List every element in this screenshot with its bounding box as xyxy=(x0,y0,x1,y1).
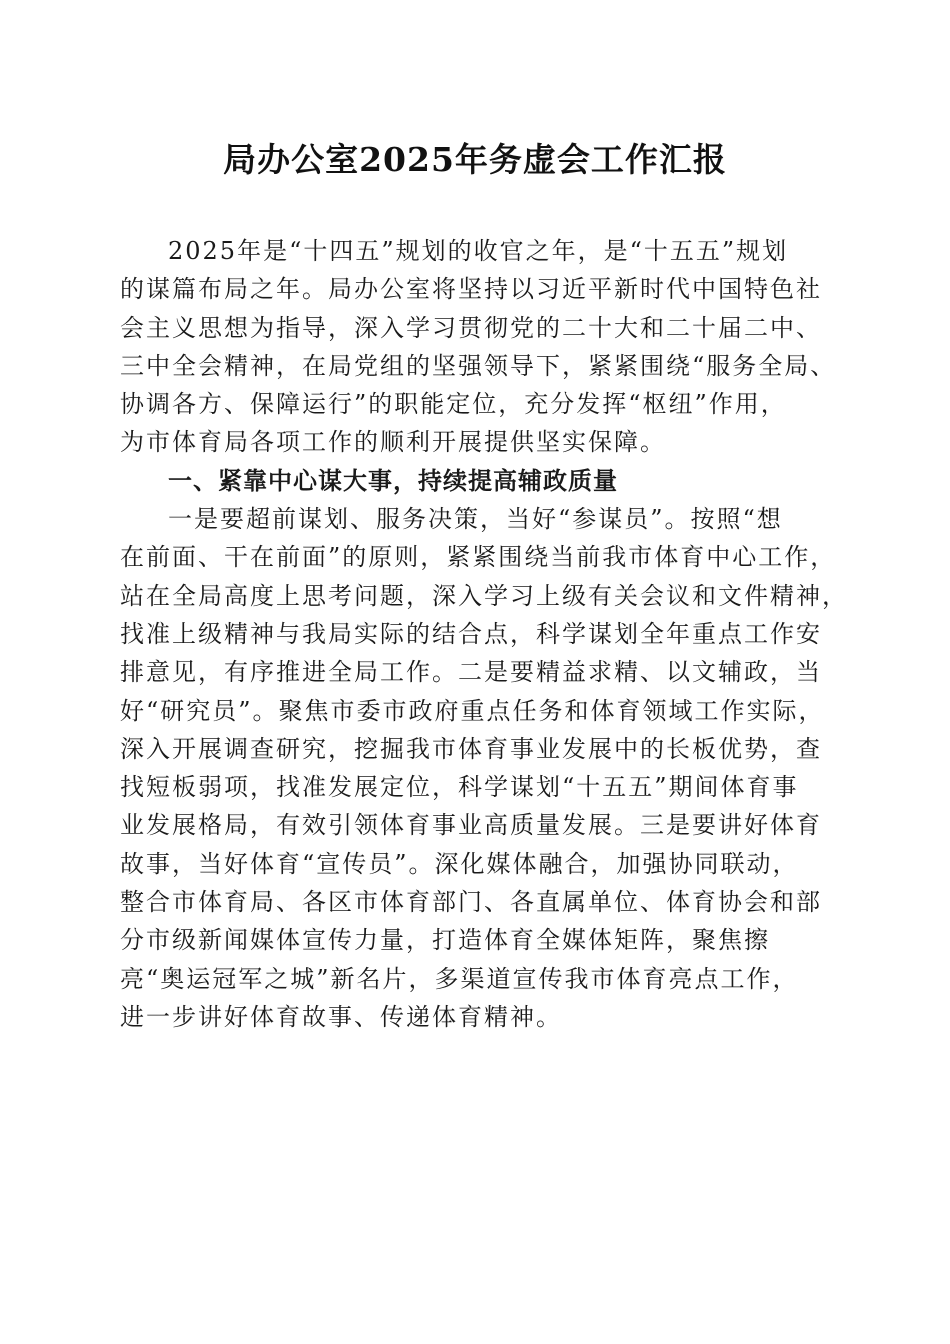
text-line: 站在全局高度上思考问题，深入学习上级有关会议和文件精神， xyxy=(120,581,848,610)
text-line: 好“研究员”。聚焦市委市政府重点任务和体育领域工作实际， xyxy=(120,696,825,725)
text-line: 分市级新闻媒体宣传力量，打造体育全媒体矩阵，聚焦擦 xyxy=(120,926,770,955)
text-line: 深入开展调查研究，挖掘我市体育事业发展中的长板优势，查 xyxy=(120,734,822,763)
text-line: 2025年是“十四五”规划的收官之年，是“十五五”规划 xyxy=(168,237,789,265)
text-line: 三中全会精神，在局党组的坚强领导下，紧紧围绕“服务全局、 xyxy=(120,351,837,380)
intro-paragraph xyxy=(120,232,837,462)
text-line: 找短板弱项，找准发展定位，科学谋划“十五五”期间体育事 xyxy=(120,773,799,802)
section-paragraph xyxy=(120,500,848,1036)
text-line: 亮“奥运冠军之城”新名片，多渠道宣传我市体育亮点工作， xyxy=(120,964,799,993)
text-line: 为市体育局各项工作的顺利开展提供坚实保障。 xyxy=(120,428,666,457)
text-line: 的谋篇布局之年。局办公室将坚持以习近平新时代中国特色社 xyxy=(120,275,822,304)
text-line: 找准上级精神与我局实际的结合点，科学谋划全年重点工作安 xyxy=(120,619,822,648)
text-line: 会主义思想为指导，深入学习贯彻党的二十大和二十届二中、 xyxy=(120,313,822,342)
text-line: 业发展格局，有效引领体育事业高质量发展。三是要讲好体育 xyxy=(120,811,822,840)
text-line: 整合市体育局、各区市体育部门、各直属单位、体育协会和部 xyxy=(120,888,822,917)
document-title: 局办公室2025年务虚会工作汇报 xyxy=(223,140,727,179)
text-line: 在前面、干在前面”的原则，紧紧围绕当前我市体育中心工作， xyxy=(120,543,837,572)
text-line: 故事，当好体育“宣传员”。深化媒体融合，加强协同联动， xyxy=(120,849,799,878)
section-heading xyxy=(120,462,832,500)
text-line: 进一步讲好体育故事、传递体育精神。 xyxy=(120,1002,562,1031)
text-line: 排意见，有序推进全局工作。二是要精益求精、以文辅政，当 xyxy=(120,658,822,687)
document-body xyxy=(120,232,848,1036)
heading-line: 一、紧靠中心谋大事，持续提高辅政质量 xyxy=(168,466,618,495)
text-line: 一是要超前谋划、服务决策，当好“参谋员”。按照“想 xyxy=(168,505,783,534)
text-line: 协调各方、保障运行”的职能定位，充分发挥“枢纽”作用， xyxy=(120,390,787,419)
